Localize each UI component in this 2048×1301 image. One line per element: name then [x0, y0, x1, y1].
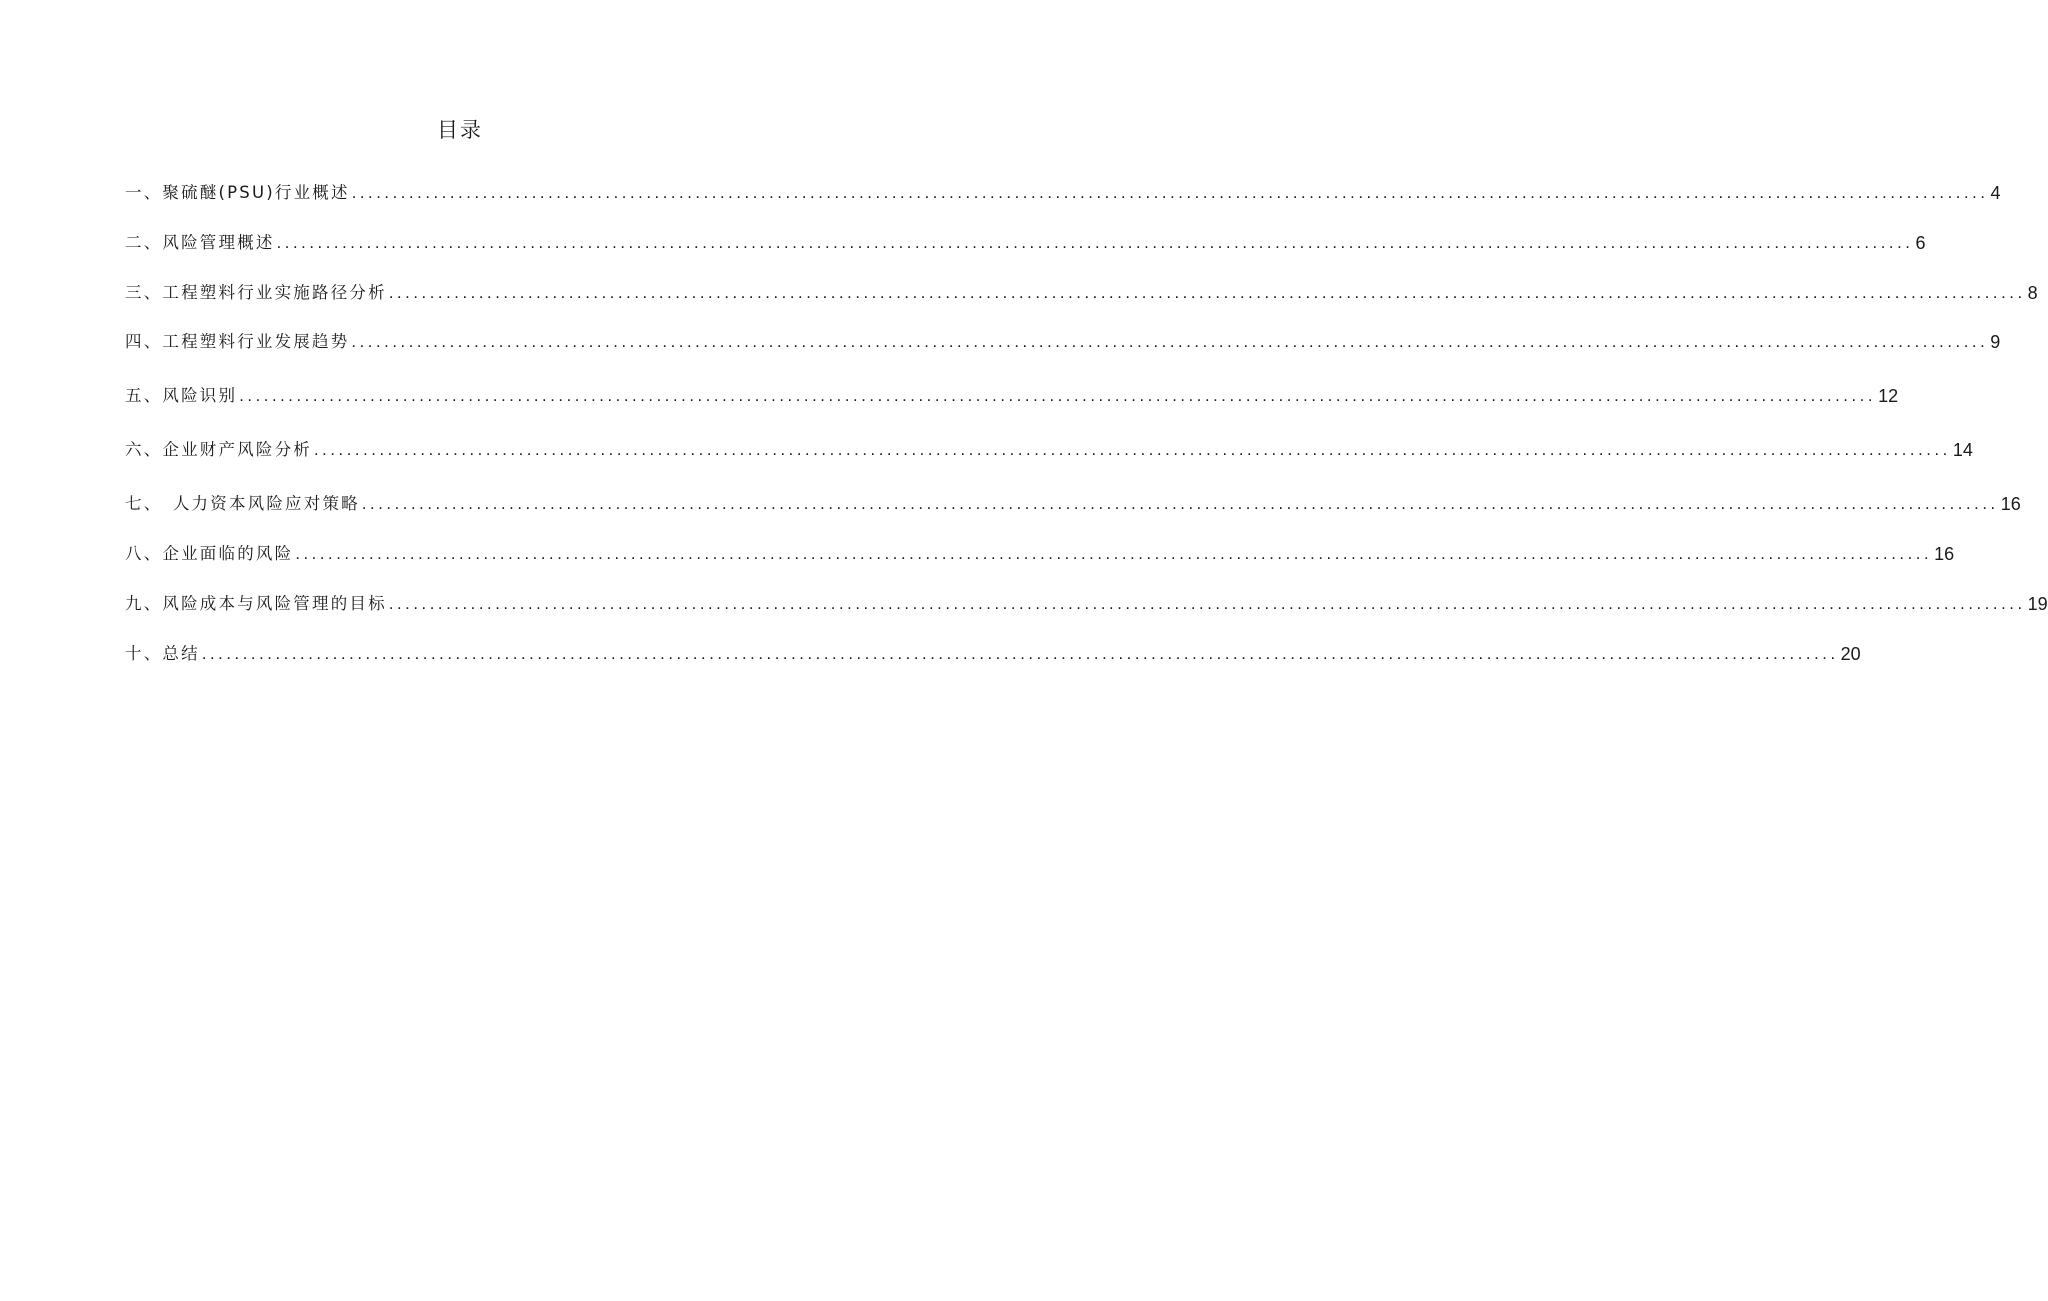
toc-entry-page: 20 [1840, 644, 1861, 664]
toc-entry[interactable] [125, 591, 2048, 617]
toc-entry[interactable] [125, 329, 2001, 355]
toc-entry-page: 4 [1990, 183, 2001, 203]
dot-leader: ........................................................................................................................................................................................................ [314, 441, 1951, 459]
toc-entry-page: 14 [1952, 440, 1973, 460]
toc-entry-title: 九、风险成本与风险管理的目标 [125, 594, 387, 613]
toc-entry[interactable] [125, 230, 1926, 256]
toc-entry-title: 六、企业财产风险分析 [125, 440, 312, 459]
toc-entry-title: 一、聚硫醚(PSU)行业概述 [125, 183, 350, 202]
toc-entry[interactable] [125, 180, 2001, 206]
dot-leader: ........................................................................................................................................................................................................ [239, 387, 1877, 405]
toc-entry-page: 12 [1878, 386, 1899, 406]
toc-entry-title: 三、工程塑料行业实施路径分析 [125, 283, 387, 302]
dot-leader: ........................................................................................................................................................................................................ [388, 284, 2026, 302]
toc-entry-title: 十、总结 [125, 644, 200, 663]
toc-entry-title: 八、企业面临的风险 [125, 544, 294, 563]
toc-entry[interactable] [125, 641, 1861, 667]
toc-entry-page: 8 [2027, 283, 2038, 303]
dot-leader: ........................................................................................................................................................................................................ [351, 184, 1989, 202]
toc-entry-title: 二、风险管理概述 [125, 233, 275, 252]
dot-leader: ........................................................................................................................................................................................................ [388, 595, 2026, 613]
toc-entry-page: 16 [2000, 494, 2021, 514]
dot-leader: ........................................................................................................................................................................................................ [351, 333, 1989, 351]
toc-title: 目录 [437, 118, 483, 142]
toc-entry-page: 9 [1990, 332, 2001, 352]
toc-entry[interactable] [125, 383, 1899, 409]
dot-leader: ........................................................................................................................................................................................................ [276, 234, 1914, 252]
toc-entry-page: 19 [2027, 594, 2048, 614]
toc-entry-title: 四、工程塑料行业发展趋势 [125, 332, 350, 351]
toc-entry[interactable] [125, 280, 2038, 306]
toc-entry[interactable] [125, 437, 1973, 463]
toc-entry[interactable] [125, 491, 2021, 517]
toc-entry-page: 6 [1915, 233, 1926, 253]
toc-entry-title: 五、风险识别 [125, 386, 238, 405]
dot-leader: ........................................................................................................................................................................................................ [361, 495, 1999, 513]
dot-leader: ........................................................................................................................................................................................................ [201, 645, 1839, 663]
dot-leader: ........................................................................................................................................................................................................ [295, 545, 1933, 563]
toc-entry[interactable] [125, 541, 1955, 567]
toc-entry-title: 七、 人力资本风险应对策略 [125, 494, 360, 513]
toc-entry-page: 16 [1934, 544, 1955, 564]
